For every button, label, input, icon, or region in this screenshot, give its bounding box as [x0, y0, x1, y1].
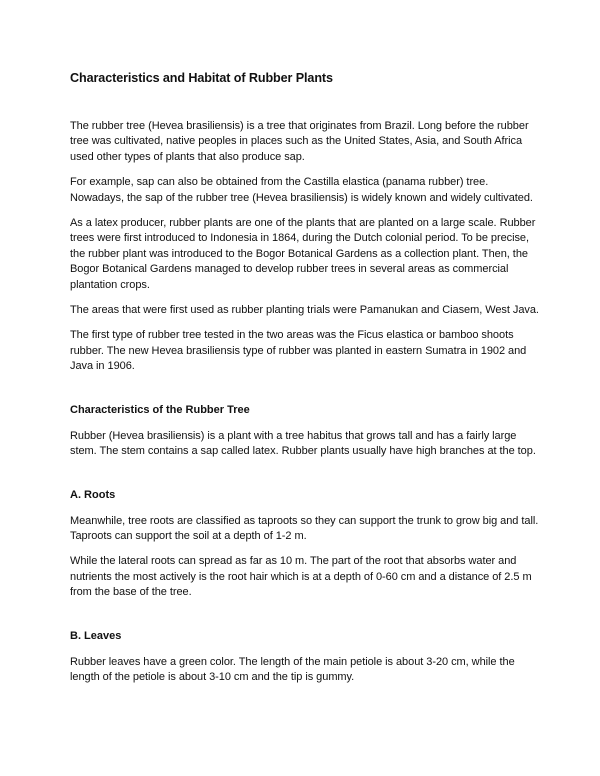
paragraph: The rubber tree (Hevea brasiliensis) is a tree that originates from Brazil. Long before the rubber tree was cultivated, native peoples in places such as the United States, Asia, and South Africa used other types of plants that also produce sap.	[70, 120, 529, 163]
paragraph: As a latex producer, rubber plants are one of the plants that are planted on a large scale. Rubber trees were first introduced to Indonesia in 1864, during the Dutch colonial period. To be precise, the rubber plant was introduced to the Bogor Botanical Gardens as a collection plant. Then, the Bogor Botanical Gardens managed to develop rubber trees in several areas as commercial plantation crops.	[70, 217, 536, 291]
intro-section	[70, 119, 540, 375]
paragraph: The areas that were first used as rubber planting trials were Pamanukan and Ciasem, West Java.	[70, 304, 539, 317]
document-title: Characteristics and Habitat of Rubber Plants	[70, 71, 333, 85]
section-heading: Characteristics of the Rubber Tree	[70, 403, 250, 416]
section-leaves	[70, 629, 540, 686]
section-roots	[70, 488, 540, 601]
paragraph: Rubber (Hevea brasiliensis) is a plant with a tree habitus that grows tall and has a fairly large stem. The stem contains a sap called latex. Rubber plants usually have high branches at the top.	[70, 429, 536, 458]
section-heading: B. Leaves	[70, 629, 122, 642]
section-heading: A. Roots	[70, 488, 116, 501]
paragraph: For example, sap can also be obtained from the Castilla elastica (panama rubber) tree. Nowadays, the sap of the rubber tree (Hevea brasiliensis) is widely known and widely cultivated.	[70, 176, 533, 204]
paragraph: Rubber leaves have a green color. The length of the main petiole is about 3-20 cm, while the length of the petiole is about 3-10 cm and the tip is gummy.	[70, 655, 515, 683]
section-characteristics	[70, 403, 540, 460]
paragraph: The first type of rubber tree tested in the two areas was the Ficus elastica or bamboo shoots rubber. The new Hevea brasiliensis type of rubber was planted in eastern Sumatra in 1902 and Java in 1906.	[70, 329, 527, 373]
paragraph: Meanwhile, tree roots are classified as taproots so they can support the trunk to grow big and tall. Taproots can support the soil at a depth of 1-2 m.	[70, 514, 539, 542]
paragraph: While the lateral roots can spread as far as 10 m. The part of the root that absorbs water and nutrients the most actively is the root hair which is at a depth of 0-60 cm and a distance of 2.5 m from the base of the tree.	[70, 555, 532, 599]
document-content	[70, 70, 540, 695]
